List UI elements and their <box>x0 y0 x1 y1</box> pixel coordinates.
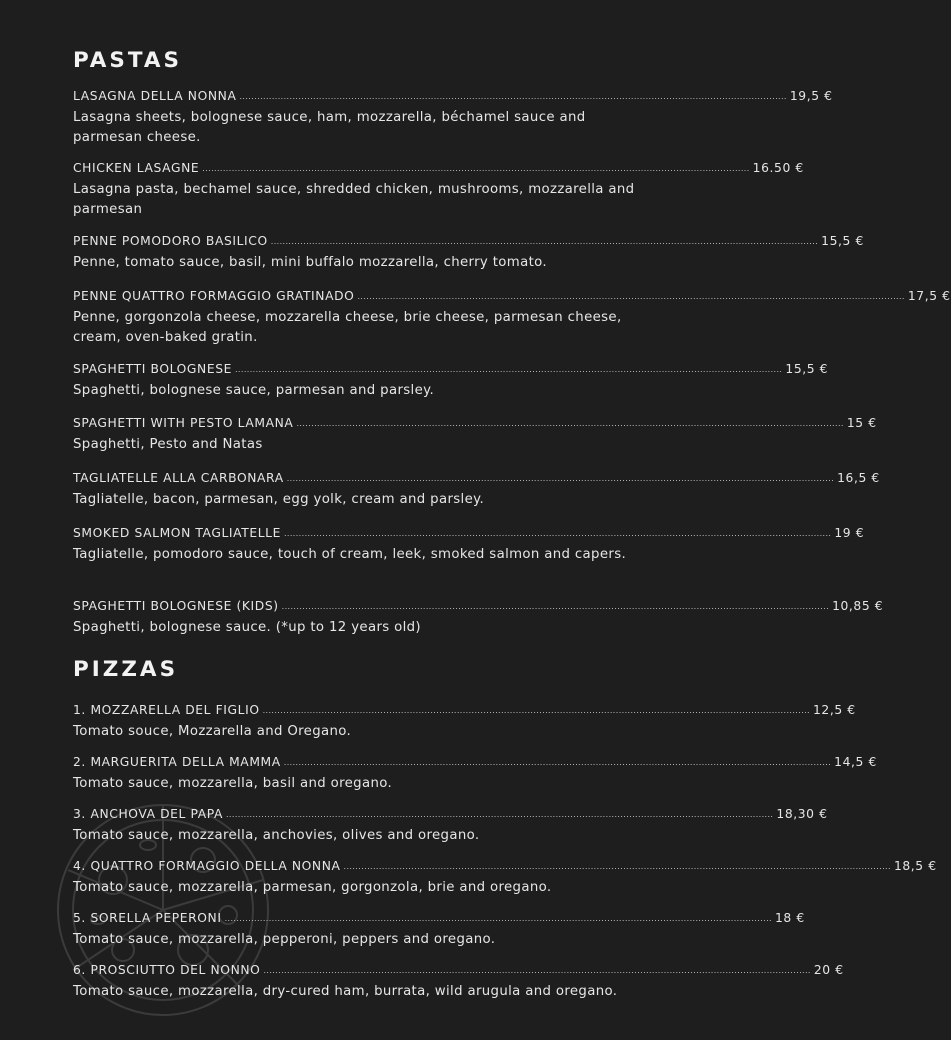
leader-dots: .......................................................................................................................................................................................... <box>296 419 844 428</box>
leader-dots: .......................................................................................................................................................................................... <box>283 529 832 538</box>
item-price: 14,5 € <box>834 755 877 769</box>
leader-dots: .......................................................................................................................................................................................... <box>286 474 835 483</box>
item-name: TAGLIATELLE ALLA CARBONARA <box>73 471 284 485</box>
item-price: 15 € <box>846 416 877 430</box>
item-description: Tagliatelle, pomodoro sauce, touch of cream, leek, smoked salmon and capers. <box>73 547 627 562</box>
menu-item <box>73 963 844 1002</box>
item-description: Spaghetti, bolognese sauce, parmesan and parsley. <box>73 383 435 398</box>
leader-dots: .......................................................................................................................................................................................... <box>202 164 750 173</box>
menu-page <box>73 0 951 1024</box>
item-description: Spaghetti, bolognese sauce. (*up to 12 years old) <box>73 620 421 635</box>
item-price: 16.50 € <box>752 161 804 175</box>
item-price: 20 € <box>813 963 844 977</box>
item-description: Tomato sauce, mozzarella, parmesan, gorgonzola, brie and oregano. <box>73 880 552 895</box>
item-description: Penne, gorgonzola cheese, mozzarella cheese, brie cheese, parmesan cheese, cream, oven-baked gratin. <box>73 310 622 345</box>
menu-item <box>73 234 864 273</box>
item-name: LASAGNA DELLA NONNA <box>73 89 237 103</box>
item-description: Tagliatelle, bacon, parmesan, egg yolk, cream and parsley. <box>73 492 485 507</box>
leader-dots: .......................................................................................................................................................................................... <box>262 706 810 715</box>
item-name: PENNE QUATTRO FORMAGGIO GRATINADO <box>73 289 355 303</box>
menu-item <box>73 755 877 794</box>
item-name: 6. PROSCIUTTO DEL NONNO <box>73 963 261 977</box>
item-description: Tomato sauce, mozzarella, anchovies, olives and oregano. <box>73 828 480 843</box>
item-name: PENNE POMODORO BASILICO <box>73 234 268 248</box>
menu-item <box>73 289 951 347</box>
item-name: SPAGHETTI BOLOGNESE (KIDS) <box>73 599 279 613</box>
pastas-title: PASTAS <box>73 48 183 73</box>
menu-item <box>73 859 937 898</box>
item-price: 18,30 € <box>776 807 828 821</box>
menu-item <box>73 362 829 401</box>
leader-dots: .......................................................................................................................................................................................... <box>224 914 772 923</box>
item-price: 15,5 € <box>821 234 864 248</box>
leader-dots: .......................................................................................................................................................................................... <box>239 92 787 101</box>
item-name: 5. SORELLA PEPERONI <box>73 911 222 925</box>
item-price: 19,5 € <box>789 89 833 103</box>
item-description: Lasagna pasta, bechamel sauce, shredded chicken, mushrooms, mozzarella and parmesan <box>73 182 635 217</box>
item-name: 2. MARGUERITA DELLA MAMMA <box>73 755 281 769</box>
leader-dots: .......................................................................................................................................................................................... <box>281 602 830 611</box>
item-price: 18 € <box>774 911 805 925</box>
menu-item <box>73 703 856 742</box>
item-price: 15,5 € <box>785 362 829 376</box>
menu-item <box>73 471 880 510</box>
item-name: SPAGHETTI BOLOGNESE <box>73 362 232 376</box>
pizzas-title: PIZZAS <box>73 657 179 682</box>
item-price: 10,85 € <box>832 599 884 613</box>
item-name: 3. ANCHOVA DEL PAPA <box>73 807 223 821</box>
item-description: Spaghetti, Pesto and Natas <box>73 437 263 452</box>
item-name: SMOKED SALMON TAGLIATELLE <box>73 526 281 540</box>
leader-dots: .......................................................................................................................................................................................... <box>357 292 905 301</box>
item-description: Penne, tomato sauce, basil, mini buffalo mozzarella, cherry tomato. <box>73 255 547 270</box>
item-price: 19 € <box>834 526 865 540</box>
item-description: Tomato sauce, mozzarella, pepperoni, peppers and oregano. <box>73 932 496 947</box>
item-description: Tomato sauce, mozzarella, dry-cured ham, burrata, wild arugula and oregano. <box>73 984 618 999</box>
item-name: CHICKEN LASAGNE <box>73 161 200 175</box>
leader-dots: .......................................................................................................................................................................................... <box>283 758 832 767</box>
item-price: 12,5 € <box>813 703 856 717</box>
leader-dots: .......................................................................................................................................................................................... <box>225 810 774 819</box>
menu-item <box>73 89 833 147</box>
menu-item <box>73 599 884 638</box>
item-price: 17,5 € <box>907 289 951 303</box>
item-description: Lasagna sheets, bolognese sauce, ham, mozzarella, béchamel sauce and parmesan cheese. <box>73 110 586 145</box>
item-name: 4. QUATTRO FORMAGGIO DELLA NONNA <box>73 859 341 873</box>
leader-dots: .......................................................................................................................................................................................... <box>270 237 819 246</box>
leader-dots: .......................................................................................................................................................................................... <box>234 365 783 374</box>
item-description: Tomato souce, Mozzarella and Oregano. <box>73 724 352 739</box>
item-price: 16,5 € <box>837 471 880 485</box>
item-name: SPAGHETTI WITH PESTO LAMANA <box>73 416 294 430</box>
menu-item <box>73 807 828 846</box>
item-description: Tomato sauce, mozzarella, basil and oregano. <box>73 776 393 791</box>
menu-item <box>73 526 865 565</box>
item-name: 1. MOZZARELLA DEL FIGLIO <box>73 703 260 717</box>
menu-item <box>73 911 805 950</box>
item-price: 18,5 € <box>893 859 937 873</box>
menu-item <box>73 416 877 455</box>
menu-item <box>73 161 804 219</box>
leader-dots: .......................................................................................................................................................................................... <box>263 966 811 975</box>
leader-dots: .......................................................................................................................................................................................... <box>343 862 891 871</box>
